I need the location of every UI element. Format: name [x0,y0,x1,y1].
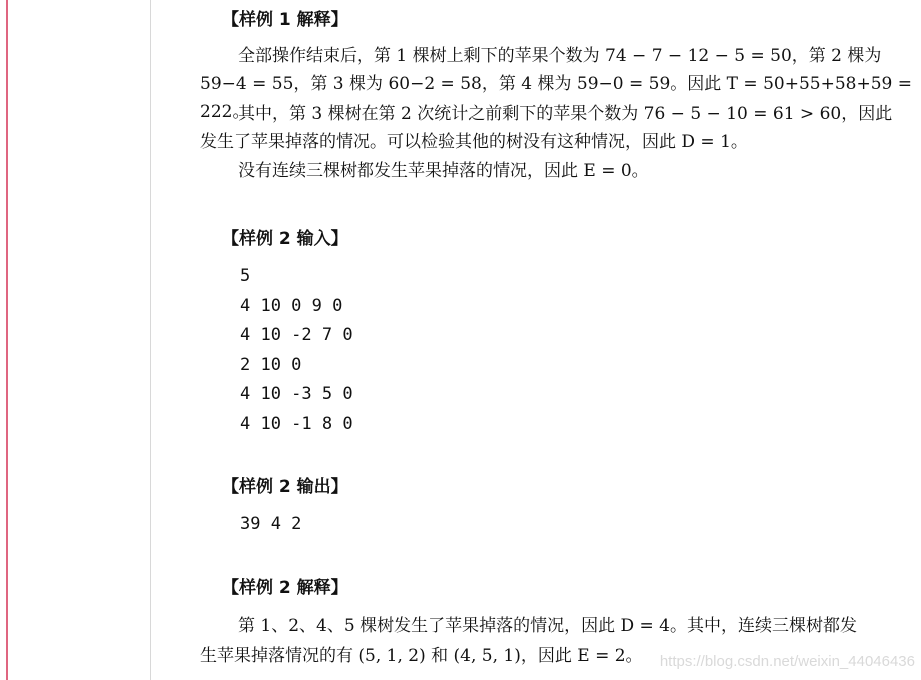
sample1-explanation-para2-line1 [200,100,912,128]
para-text: 没有连续三棵树都发生苹果掉落的情况，因此 E = 0。 [238,161,649,181]
sample2-explanation-para1-line2: 生苹果掉落情况的有 (5, 1, 2) 和 (4, 5, 1)，因此 E = 2。 [200,646,643,666]
code-line: 4 10 -3 5 0 [240,384,353,404]
margin-line [6,0,8,680]
para-text: 全部操作结束后，第 1 棵树上剩下的苹果个数为 74 − 7 − 12 − 5 = 50，第 2 棵为 [238,46,882,66]
sample1-explanation-para3 [200,157,912,185]
code-line: 39 4 2 [240,514,302,534]
sample2-output-code [240,510,301,540]
code-line: 4 10 -2 7 0 [240,325,353,345]
code-line: 4 10 -1 8 0 [240,413,353,434]
sample2-input-code [240,262,353,439]
sample2-input-header: 【样例 2 输入】 [222,229,348,249]
sample1-explanation-para1-line2: 59−4 = 55，第 3 棵为 60−2 = 58，第 4 棵为 59−0 = 59。因此 T = 50+55+58+59 = 222。 [200,74,912,122]
code-line: 4 10 0 9 0 [240,295,343,316]
para-text: 第 1、2、4、5 棵树发生了苹果掉落的情况，因此 D = 4。其中，连续三棵树都发 [238,616,857,636]
sample1-explanation-para2-line2: 发生了苹果掉落的情况。可以检验其他的树没有这种情况，因此 D = 1。 [200,132,748,152]
sample1-explanation-para1-line1 [200,42,912,70]
document-content [200,0,915,680]
sample2-output-header: 【样例 2 输出】 [222,477,348,497]
watermark: https://blog.csdn.net/weixin_44046436 [659,653,915,670]
para-text: 其中，第 3 棵树在第 2 次统计之前剩下的苹果个数为 76 − 5 − 10 = 61 > 60，因此 [238,104,893,124]
sample2-explanation-header: 【样例 2 解释】 [222,578,348,598]
code-line: 5 [240,266,251,286]
sample1-explanation-header: 【样例 1 解释】 [222,10,348,30]
sample2-explanation-para1-line1 [200,612,912,640]
code-line: 2 10 0 [240,354,302,375]
left-margin [0,0,151,680]
